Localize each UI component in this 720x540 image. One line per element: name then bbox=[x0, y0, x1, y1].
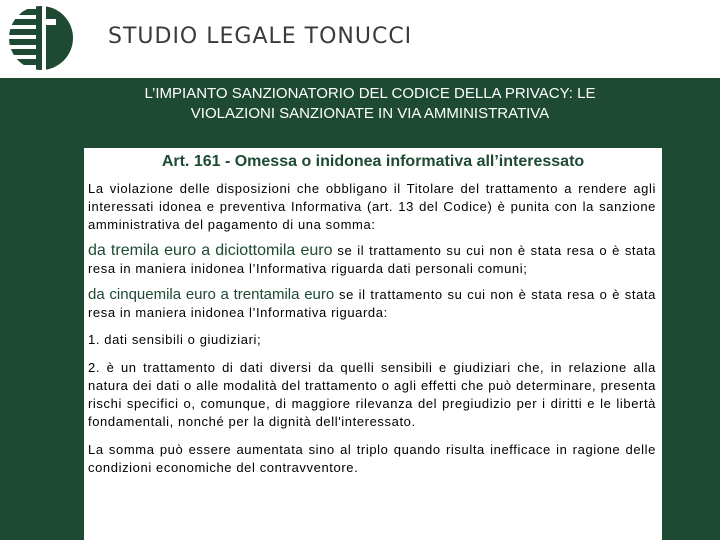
paragraph-intro: La violazione delle disposizioni che obbligano il Titolare del trattamento a rendere agli interessati idonea e preventiva Informativa (art. 13 del Codice) è punita con la sanzione amministrativa del pagamento di una somma: bbox=[88, 181, 656, 232]
title-line-2: VIOLAZIONI SANZIONATE IN VIA AMMINISTRATIVA bbox=[190, 105, 550, 122]
fine-range-sensitive: da cinquemila euro a trentamila euro bbox=[88, 286, 335, 303]
list-item-1: 1. dati sensibili o giudiziari; bbox=[88, 332, 262, 347]
slide-body bbox=[0, 78, 720, 540]
slide-title bbox=[60, 84, 680, 124]
content-panel bbox=[84, 148, 662, 540]
paragraph-common-data bbox=[88, 242, 656, 278]
list-item-2: 2. è un trattamento di dati diversi da quelli sensibili e giudiziari che, in relazione alla natura dei dati o alle modalità del trattamento o agli effetti che può determinare, presenta rischi specifici o, comunque, di maggiore rilevanza del pregiudizio per i diritti e le libertà fondamentali, nonché per la dignità dell'interessato. bbox=[88, 360, 656, 429]
header-bar bbox=[0, 0, 720, 78]
paragraph-sensitive-data bbox=[88, 286, 656, 322]
paragraph-common-text: se il trattamento su cui non è stata resa o è stata resa in maniera inidonea l’Informativa riguarda dati personali comuni; bbox=[88, 243, 656, 276]
firm-name: STUDIO LEGALE TONUCCI bbox=[108, 24, 413, 49]
article-heading: Art. 161 - Omessa o inidonea informativa all’interessato bbox=[161, 153, 585, 170]
law-firm-logo-icon bbox=[8, 5, 74, 71]
paragraph-final: La somma può essere aumentata sino al triplo quando risulta inefficace in ragione delle condizioni economiche del contravventore. bbox=[88, 442, 656, 475]
fine-range-common: da tremila euro a diciottomila euro bbox=[88, 242, 333, 259]
title-line-1: L’IMPIANTO SANZIONATORIO DEL CODICE DELLA PRIVACY: LE bbox=[144, 85, 596, 102]
paragraph-sensitive-text: se il trattamento su cui non è stata resa o è stata resa in maniera inidonea l’Informativa riguarda: bbox=[88, 287, 656, 320]
